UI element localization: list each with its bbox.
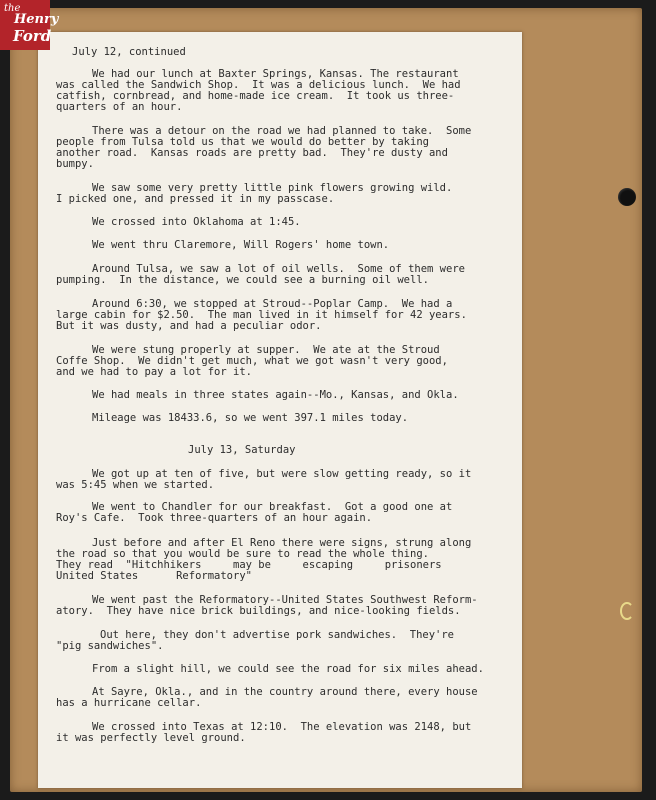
section-heading: July 13, Saturday: [188, 444, 296, 456]
text-line: From a slight hill, we could see the road for six miles ahead.: [92, 663, 484, 675]
binder-ring-mark: [620, 602, 634, 620]
text-line: catfish, cornbread, and home-made ice cream. It took us three-: [56, 90, 455, 102]
text-line: people from Tulsa told us that we would do better by taking: [56, 136, 429, 148]
text-line: We went past the Reformatory--United States Southwest Reform-: [92, 594, 478, 606]
text-line: I picked one, and pressed it in my passcase.: [56, 193, 335, 205]
text-line: Out here, they don't advertise pork sandwiches. They're: [100, 629, 455, 641]
typed-page: [38, 32, 522, 788]
text-line: has a hurricane cellar.: [56, 697, 202, 709]
henry-ford-logo: [0, 0, 59, 50]
scrapbook-board: [10, 8, 642, 792]
text-line: We had our lunch at Baxter Springs, Kansas. The restaurant: [92, 68, 459, 80]
text-line: There was a detour on the road we had planned to take. Some: [92, 125, 472, 137]
text-line: was 5:45 when we started.: [56, 479, 215, 491]
text-line: was called the Sandwich Shop. It was a delicious lunch. We had: [56, 79, 461, 91]
text-line: We went thru Claremore, Will Rogers' home town.: [92, 239, 390, 251]
text-line: We crossed into Texas at 12:10. The elevation was 2148, but: [92, 721, 472, 733]
text-line: Coffe Shop. We didn't get much, what we got wasn't very good,: [56, 355, 448, 367]
text-line: Mileage was 18433.6, so we went 397.1 miles today.: [92, 412, 409, 424]
text-line: "pig sandwiches".: [56, 640, 164, 652]
logo-the: the: [4, 3, 21, 14]
text-line: pumping. In the distance, we could see a burning oil well.: [56, 274, 429, 286]
logo-henry: Henry: [14, 12, 59, 27]
text-line: We crossed into Oklahoma at 1:45.: [92, 216, 301, 228]
text-line: We had meals in three states again--Mo., Kansas, and Okla.: [92, 389, 459, 401]
text-line: United States Reformatory": [56, 570, 252, 582]
text-line: another road. Kansas roads are pretty bad. They're dusty and: [56, 147, 448, 159]
text-line: large cabin for $2.50. The man lived in it himself for 42 years.: [56, 309, 467, 321]
text-line: Around Tulsa, we saw a lot of oil wells. Some of them were: [92, 263, 465, 275]
text-line: Roy's Cafe. Took three-quarters of an hour again.: [56, 512, 373, 524]
logo-ford: Ford: [13, 27, 52, 45]
text-line: At Sayre, Okla., and in the country around there, every house: [92, 686, 478, 698]
text-line: bumpy.: [56, 158, 94, 170]
text-line: We went to Chandler for our breakfast. Got a good one at: [92, 501, 453, 513]
text-line: the road so that you would be sure to read the whole thing.: [56, 548, 429, 560]
text-line: They read "Hitchhikers may be escaping prisoners: [56, 559, 442, 571]
text-line: Around 6:30, we stopped at Stroud--Poplar Camp. We had a: [92, 298, 453, 310]
text-line: and we had to pay a lot for it.: [56, 366, 252, 378]
text-line: quarters of an hour.: [56, 101, 183, 113]
text-line: We got up at ten of five, but were slow getting ready, so it: [92, 468, 472, 480]
text-line: We were stung properly at supper. We ate at the Stroud: [92, 344, 440, 356]
binder-hole: [618, 188, 636, 206]
page-heading: July 12, continued: [72, 46, 186, 58]
text-line: Just before and after El Reno there were signs, strung along: [92, 537, 472, 549]
text-line: it was perfectly level ground.: [56, 732, 246, 744]
text-line: We saw some very pretty little pink flowers growing wild.: [92, 182, 453, 194]
text-line: atory. They have nice brick buildings, and nice-looking fields.: [56, 605, 461, 617]
text-line: But it was dusty, and had a peculiar odor.: [56, 320, 322, 332]
